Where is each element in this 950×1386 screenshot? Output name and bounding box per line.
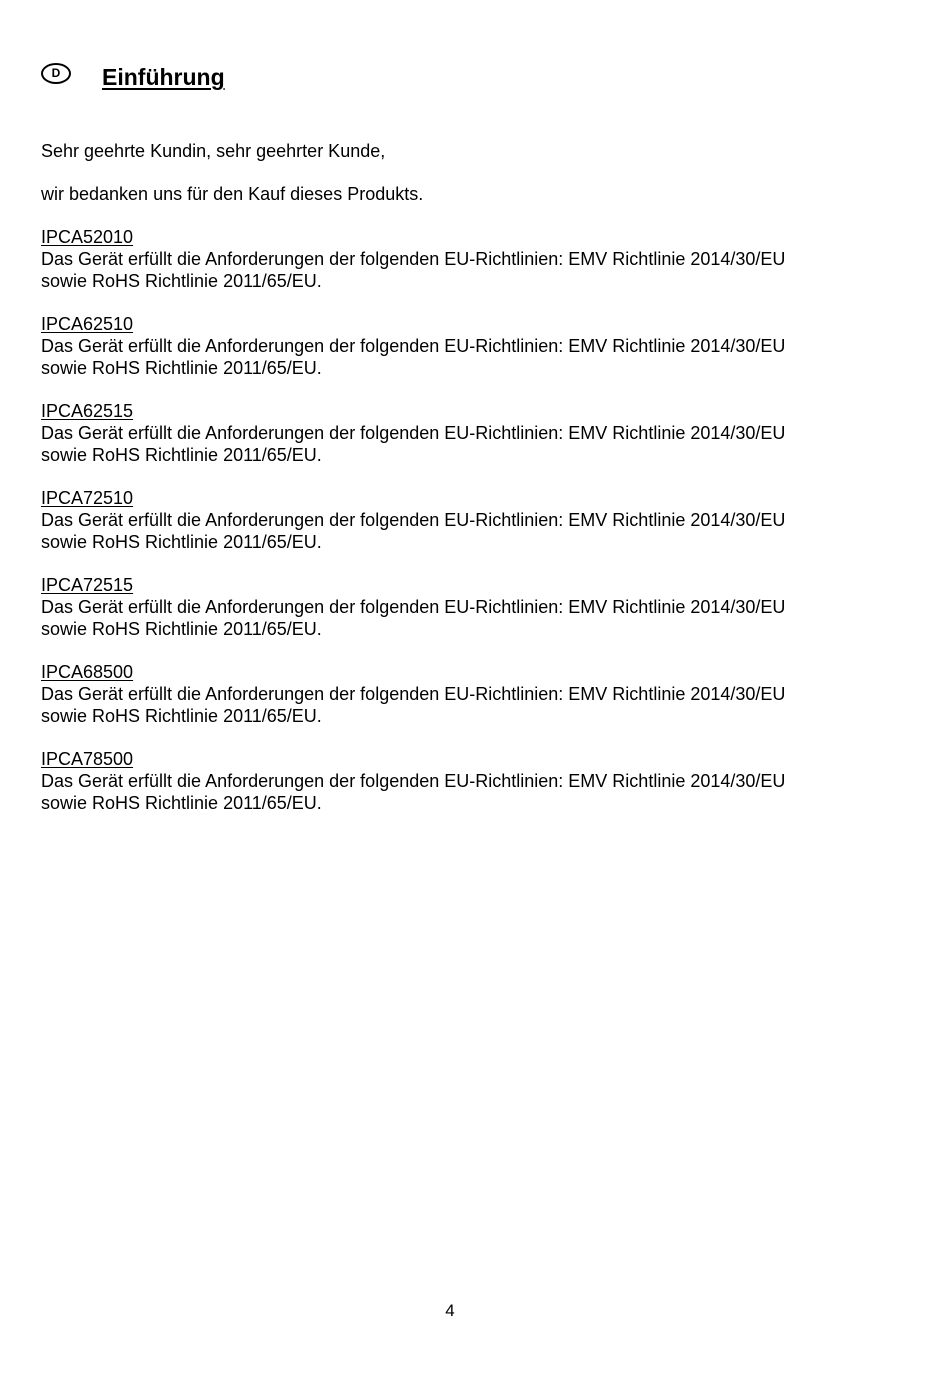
compliance-section — [41, 226, 921, 292]
compliance-line: Das Gerät erfüllt die Anforderungen der folgenden EU-Richtlinien: EMV Richtlinie 2014/30/EU — [41, 684, 786, 704]
compliance-section — [41, 574, 921, 640]
compliance-section — [41, 400, 921, 466]
compliance-line: Das Gerät erfüllt die Anforderungen der folgenden EU-Richtlinien: EMV Richtlinie 2014/30/EU — [41, 771, 786, 791]
compliance-line: Das Gerät erfüllt die Anforderungen der folgenden EU-Richtlinien: EMV Richtlinie 2014/30/EU — [41, 510, 786, 530]
compliance-line: sowie RoHS Richtlinie 2011/65/EU. — [41, 532, 322, 552]
model-number: IPCA72510 — [41, 488, 134, 508]
compliance-section — [41, 748, 921, 814]
greeting-text: Sehr geehrte Kundin, sehr geehrter Kunde, — [41, 141, 386, 161]
page-title: Einführung — [102, 64, 225, 90]
compliance-line: Das Gerät erfüllt die Anforderungen der folgenden EU-Richtlinien: EMV Richtlinie 2014/30/EU — [41, 249, 786, 269]
model-number: IPCA62515 — [41, 401, 134, 421]
compliance-line: sowie RoHS Richtlinie 2011/65/EU. — [41, 793, 322, 813]
model-number: IPCA78500 — [41, 749, 134, 769]
compliance-line: Das Gerät erfüllt die Anforderungen der folgenden EU-Richtlinien: EMV Richtlinie 2014/30/EU — [41, 597, 786, 617]
compliance-line: Das Gerät erfüllt die Anforderungen der folgenden EU-Richtlinien: EMV Richtlinie 2014/30/EU — [41, 336, 786, 356]
compliance-line: sowie RoHS Richtlinie 2011/65/EU. — [41, 619, 322, 639]
compliance-section — [41, 313, 921, 379]
compliance-line: sowie RoHS Richtlinie 2011/65/EU. — [41, 271, 322, 291]
compliance-line: sowie RoHS Richtlinie 2011/65/EU. — [41, 706, 322, 726]
model-number: IPCA52010 — [41, 227, 134, 247]
compliance-line: sowie RoHS Richtlinie 2011/65/EU. — [41, 358, 322, 378]
language-badge-icon: D — [41, 63, 71, 84]
page-number: 4 — [445, 1301, 455, 1320]
compliance-section — [41, 661, 921, 727]
model-number: IPCA62510 — [41, 314, 134, 334]
model-number: IPCA68500 — [41, 662, 134, 682]
thanks-text: wir bedanken uns für den Kauf dieses Produkts. — [41, 184, 424, 204]
compliance-line: sowie RoHS Richtlinie 2011/65/EU. — [41, 445, 322, 465]
model-number: IPCA72515 — [41, 575, 134, 595]
compliance-section — [41, 487, 921, 553]
compliance-line: Das Gerät erfüllt die Anforderungen der folgenden EU-Richtlinien: EMV Richtlinie 2014/30/EU — [41, 423, 786, 443]
document-body — [41, 140, 921, 835]
